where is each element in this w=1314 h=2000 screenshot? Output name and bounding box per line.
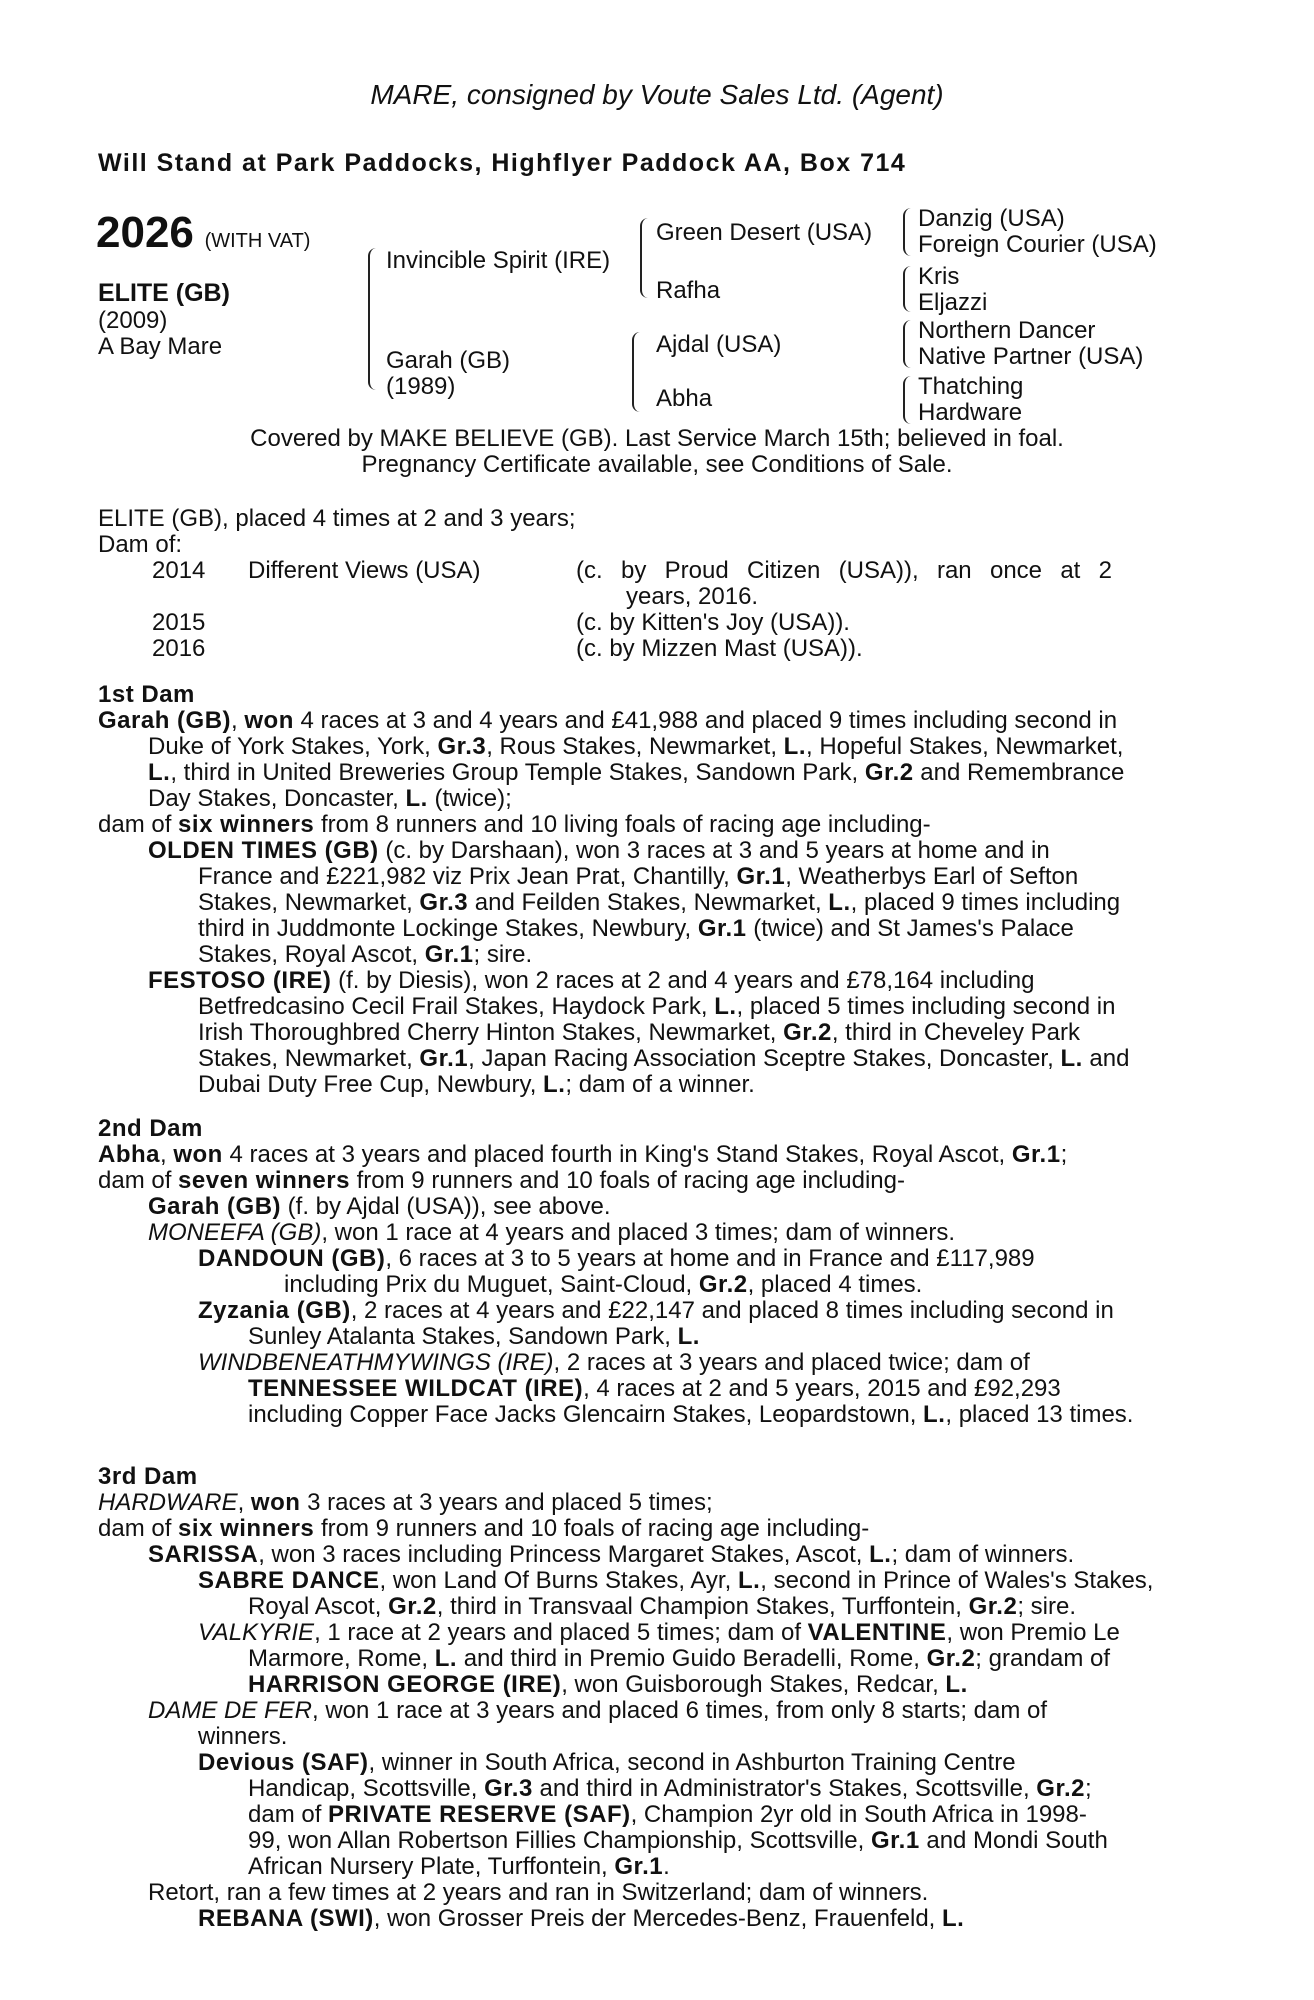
text-line [198, 1046, 1208, 1072]
text-span: L. [1060, 1045, 1083, 1072]
second-dam-name: Abha [98, 1141, 160, 1168]
pedigree-dss: Northern Dancer [918, 317, 1096, 344]
text-line: HARDWARE, won 3 races at 3 years and placed 5 times; [98, 1489, 713, 1516]
text-span: L. [942, 1905, 965, 1932]
text-span: , Hopeful Stakes, Newmarket, [805, 733, 1124, 760]
text-line [198, 1776, 1208, 1880]
pedigree-brace-ds [903, 320, 915, 368]
text-span: third in Juddmonte Lockinge Stakes, Newbury, [198, 915, 698, 942]
vat-note: (WITH VAT) [204, 230, 311, 252]
pedigree-dam-dam: Abha [656, 385, 713, 412]
text-span: , third in United Breweries Group Temple Stakes, Sandown Park, [170, 759, 865, 786]
text-span: , placed 4 times. [747, 1271, 923, 1298]
text-span: ; sire. [473, 941, 533, 968]
text-line [248, 1854, 1208, 1880]
text-span: , Weatherbys Earl of Sefton [785, 863, 1079, 890]
text-span: , 4 races at 2 and 5 years, 2015 and £92,293 [583, 1375, 1061, 1402]
text-span: L. [923, 1401, 946, 1428]
pedigree-ssd: Foreign Courier (USA) [918, 231, 1157, 258]
text-span: Gr.2 [1036, 1775, 1085, 1802]
text-span: dam of [98, 1167, 179, 1194]
text-span: from 9 runners and 10 foals of racing age including- [314, 1515, 870, 1542]
text-line [98, 734, 1208, 812]
text-span: , Rous Stakes, Newmarket, [486, 733, 784, 760]
text-line [148, 1906, 1208, 1932]
text-span: (c. by Darshaan), won 3 races at 3 and 5 years at home and in [378, 837, 1050, 864]
text-span: , placed 5 times including second in [736, 993, 1116, 1020]
text-span: L. [714, 993, 737, 1020]
second-dam-section [98, 1116, 1208, 1428]
text-line [248, 1402, 1208, 1428]
text-span: L. [434, 1645, 458, 1672]
third-dam-section [98, 1464, 1208, 1932]
text-span: dam of [98, 1515, 179, 1542]
text-span: and third in Administrator's Stakes, Scottsville, [532, 1775, 1037, 1802]
text-span: L. [543, 1071, 566, 1098]
pedigree-brace-dd [903, 376, 915, 424]
horse-description: A Bay Mare [98, 333, 223, 360]
text-line: Abha, won 4 races at 3 years and placed fourth in King's Stand Stakes, Royal Ascot, Gr.1; [98, 1141, 1068, 1168]
text-line [198, 890, 1208, 916]
text-line [98, 1542, 1208, 1932]
produce-note: (c. by Mizzen Mast (USA)). [576, 635, 863, 662]
olden-times-entry [98, 838, 1208, 968]
text-span: won [173, 1141, 223, 1168]
text-span: , won 1 race at 4 years and placed 3 times; dam of winners. [321, 1219, 955, 1246]
text-line [198, 1568, 1208, 1594]
text-line [198, 1376, 1208, 1428]
text-span: , Japan Racing Association Sceptre Stakes, Doncaster, [468, 1045, 1061, 1072]
text-span: Gr.1 [870, 1827, 920, 1854]
text-span: Gr.2 [864, 759, 914, 786]
text-span: dam of [98, 811, 179, 838]
text-span: (f. by Ajdal (USA)), see above. [281, 1193, 611, 1220]
text-line [198, 1272, 1208, 1298]
text-span: L. [828, 889, 851, 916]
text-span: including Prix du Muguet, Saint-Cloud, [284, 1271, 699, 1298]
text-span: , won 1 race at 3 years and placed 6 times, from only 8 starts; dam of [312, 1697, 1048, 1724]
first-dam-produce-summary [98, 812, 1208, 838]
text-line [148, 1246, 1208, 1428]
text-span: ; dam of a winner. [565, 1071, 755, 1098]
text-span: (twice) and St James's Palace [746, 915, 1074, 942]
produce-name: Different Views (USA) [248, 557, 481, 584]
festoso-entry [98, 968, 1208, 1098]
text-span: L. [148, 759, 171, 786]
text-line [148, 838, 1208, 864]
text-line: Garah (GB), won 4 races at 3 and 4 years and £41,988 and placed 9 times including second in [98, 707, 1118, 734]
pedigree-brace-main [368, 248, 380, 390]
text-span: and Mondi South [919, 1827, 1108, 1854]
text-line [248, 1776, 1208, 1802]
text-span: , won 3 races including Princess Margaret Stakes, Ascot, [258, 1541, 870, 1568]
text-span: Gr.3 [437, 733, 487, 760]
text-span: Gr.1 [424, 941, 474, 968]
text-span: Stakes, Newmarket, [198, 1045, 420, 1072]
text-span: ; [1084, 1775, 1092, 1802]
text-span: 4 races at 3 years and placed fourth in King's Stand Stakes, Royal Ascot, [222, 1141, 1012, 1168]
festoso-name: FESTOSO (IRE) [148, 967, 332, 994]
windbeneathmywings-name: WINDBENEATHMYWINGS (IRE) [198, 1349, 554, 1376]
sarissa-name: SARISSA [148, 1541, 259, 1568]
text-span: seven winners [178, 1167, 350, 1194]
text-span: , 6 races at 3 to 5 years at home and in France and £117,989 [385, 1245, 1035, 1272]
text-span: (f. by Diesis), won 2 races at 2 and 4 years and £78,164 including [331, 967, 1035, 994]
text-span: Marmore, Rome, [248, 1645, 435, 1672]
text-span: ; [1060, 1141, 1068, 1168]
lot-block [96, 210, 310, 256]
pedigree-ddd: Hardware [918, 399, 1023, 426]
text-span: winners. [198, 1723, 288, 1750]
dame-de-fer-name: DAME DE FER [148, 1697, 313, 1724]
pedigree-brace-ss [903, 208, 915, 256]
tennessee-wildcat-name: TENNESSEE WILDCAT (IRE) [248, 1375, 584, 1402]
text-line [148, 1220, 1208, 1246]
text-line [98, 1516, 1208, 1542]
pedigree-sire-sire: Green Desert (USA) [656, 219, 873, 246]
zyzania-name: Zyzania (GB) [198, 1297, 351, 1324]
produce-year: 2016 [152, 635, 206, 662]
first-dam-heading: 1st Dam [98, 681, 195, 708]
text-line [98, 1194, 1208, 1428]
text-span: L. [945, 1671, 968, 1698]
text-span: , won Guisborough Stakes, Redcar, [561, 1671, 946, 1698]
text-span: Day Stakes, Doncaster, [148, 785, 406, 812]
text-span: Betfredcasino Cecil Frail Stakes, Haydock Park, [198, 993, 715, 1020]
pedigree-brace-sd [903, 266, 915, 312]
text-line [198, 1350, 1208, 1376]
text-line [198, 1620, 1208, 1646]
text-span: Royal Ascot, [248, 1593, 389, 1620]
text-span: France and £221,982 viz Prix Jean Prat, Chantilly, [198, 863, 737, 890]
text-span: Gr.1 [736, 863, 786, 890]
text-span: , won Grosser Preis der Mercedes-Benz, Frauenfeld, [373, 1905, 942, 1932]
text-span: , winner in South Africa, second in Ashburton Training Centre [368, 1749, 1016, 1776]
stand-location: Will Stand at Park Paddocks, Highflyer Paddock AA, Box 714 [98, 149, 907, 177]
pedigree-brace-dam [632, 332, 644, 412]
text-span: and Feilden Stakes, Newmarket, [468, 889, 829, 916]
text-span: six winners [178, 811, 315, 838]
moneefa-name: MONEEFA (GB) [148, 1219, 322, 1246]
harrison-george-name: HARRISON GEORGE (IRE) [248, 1671, 562, 1698]
first-dam-section [98, 682, 1208, 1098]
text-line [148, 1698, 1208, 1724]
valkyrie-name: VALKYRIE [198, 1619, 315, 1646]
pedigree-dsd: Native Partner (USA) [918, 343, 1144, 370]
won-label: won [244, 707, 294, 734]
text-span: African Nursery Plate, Turffontein, [248, 1853, 615, 1880]
text-line [198, 864, 1208, 890]
text-span: L. [405, 785, 428, 812]
text-span: , 2 races at 4 years and £22,147 and placed 8 times including second in [350, 1297, 1114, 1324]
text-line [148, 968, 1208, 994]
text-line [198, 994, 1208, 1020]
pedigree-sdd: Eljazzi [918, 289, 988, 316]
text-line [148, 1750, 1208, 1880]
text-span: Gr.2 [783, 1019, 832, 1046]
third-dam-name: HARDWARE [98, 1489, 238, 1516]
text-span: Gr.3 [419, 889, 469, 916]
text-span: ; dam of winners. [891, 1541, 1075, 1568]
pedigree-brace-sire [640, 218, 652, 298]
text-span: Gr.2 [926, 1645, 976, 1672]
text-span: 99, won Allan Robertson Fillies Championship, Scottsville, [248, 1827, 871, 1854]
text-line [148, 760, 1208, 786]
text-line [148, 864, 1208, 968]
text-span: dam of [248, 1801, 329, 1828]
text-span: VALENTINE [807, 1619, 947, 1646]
text-line [198, 1750, 1208, 1776]
pedigree-sire: Invincible Spirit (IRE) [386, 247, 611, 274]
text-line [198, 1072, 1208, 1098]
text-span: ; sire. [1017, 1593, 1076, 1620]
text-span: Dubai Duty Free Cup, Newbury, [198, 1071, 544, 1098]
produce-list [98, 558, 1208, 662]
text-line [148, 1568, 1208, 1698]
third-dam-heading: 3rd Dam [98, 1463, 198, 1490]
second-dam-heading: 2nd Dam [98, 1115, 203, 1142]
produce-note: (c. by Proud Citizen (USA)), ran once at 2 [576, 557, 1112, 584]
record-dam-of: Dam of: [98, 531, 183, 558]
text-span: , placed 13 times. [945, 1401, 1134, 1428]
first-dam-name: Garah (GB) [98, 707, 232, 734]
text-span: , third in Cheveley Park [831, 1019, 1080, 1046]
horse-name: ELITE (GB) [98, 279, 230, 307]
devious-name: Devious (SAF) [198, 1749, 369, 1776]
text-span: Stakes, Royal Ascot, [198, 941, 425, 968]
text-span: L. [677, 1323, 700, 1350]
text-span: Gr.1 [1011, 1141, 1061, 1168]
lot-number: 2026 [96, 208, 194, 257]
produce-note: (c. by Kitten's Joy (USA)). [576, 609, 850, 636]
text-span: Gr.1 [419, 1045, 469, 1072]
text-span: Sunley Atalanta Stakes, Sandown Park, [248, 1323, 678, 1350]
text-span: , second in Prince of Wales's Stakes, [760, 1567, 1154, 1594]
text-line [198, 1672, 1208, 1698]
pedigree-dam-year: (1989) [386, 373, 456, 400]
text-span: L. [869, 1541, 892, 1568]
pregnancy-note: Pregnancy Certificate available, see Conditions of Sale. [361, 451, 953, 478]
race-record [98, 506, 1208, 662]
covered-note: Covered by MAKE BELIEVE (GB). Last Service March 15th; believed in foal. [250, 425, 1064, 452]
text-span: and Remembrance [913, 759, 1125, 786]
text-span: Stakes, Newmarket, [198, 889, 420, 916]
text-span: Gr.1 [614, 1853, 664, 1880]
text-span: Gr.2 [968, 1593, 1018, 1620]
text-span: ; grandam of [975, 1645, 1111, 1672]
text-span: , won Land Of Burns Stakes, Ayr, [379, 1567, 738, 1594]
olden-times-name: OLDEN TIMES (GB) [148, 837, 379, 864]
text-span: Gr.2 [388, 1593, 437, 1620]
rebana-name: REBANA (SWI) [198, 1905, 374, 1932]
text-line [198, 942, 1208, 968]
text-span: including Copper Face Jacks Glencairn Stakes, Leopardstown, [248, 1401, 924, 1428]
text-line [148, 734, 1208, 760]
text-span: (twice); [427, 785, 512, 812]
text-span: . [663, 1853, 670, 1880]
sabre-dance-name: SABRE DANCE [198, 1567, 380, 1594]
text-span: Duke of York Stakes, York, [148, 733, 438, 760]
pedigree-sire-dam: Rafha [656, 277, 721, 304]
pedigree-sss: Danzig (USA) [918, 205, 1065, 232]
pedigree-dds: Thatching [918, 373, 1024, 400]
private-reserve-name: PRIVATE RESERVE (SAF) [328, 1801, 631, 1828]
text-span: L. [737, 1567, 761, 1594]
text-line [198, 1298, 1208, 1324]
produce-year: 2015 [152, 609, 206, 636]
text-span: six winners [178, 1515, 315, 1542]
text-line [248, 1802, 1208, 1828]
text-span: from 8 runners and 10 living foals of racing age including- [314, 811, 931, 838]
text-line [148, 1194, 1208, 1220]
text-span: won [250, 1489, 301, 1516]
text-span: Gr.1 [697, 915, 747, 942]
consignor-title: MARE, consigned by Voute Sales Ltd. (Agent) [370, 79, 944, 110]
text-line [98, 1168, 1208, 1194]
retort-line: Retort, ran a few times at 2 years and ran in Switzerland; dam of winners. [148, 1879, 929, 1906]
garah-name: Garah (GB) [148, 1193, 282, 1220]
text-span: Gr.3 [484, 1775, 533, 1802]
produce-year: 2014 [152, 557, 206, 584]
first-dam-text: 4 races at 3 and 4 years and £41,988 and placed 9 times including second in [293, 707, 1118, 734]
produce-note-cont: years, 2016. [626, 583, 759, 610]
pedigree-dam: Garah (GB) [386, 347, 511, 374]
text-span: , placed 9 times including [850, 889, 1121, 916]
text-span: Irish Thoroughbred Cherry Hinton Stakes, Newmarket, [198, 1019, 784, 1046]
text-span: Handicap, Scottsville, [248, 1775, 485, 1802]
text-line [198, 1020, 1208, 1046]
pedigree-sds: Kris [918, 263, 960, 290]
horse-year: (2009) [98, 307, 168, 334]
text-line [148, 994, 1208, 1098]
text-span: 3 races at 3 years and placed 5 times; [300, 1489, 713, 1516]
text-span: from 9 runners and 10 foals of racing age including- [349, 1167, 905, 1194]
text-span: and third in Premio Guido Beradelli, Rome, [457, 1645, 927, 1672]
text-span: , Champion 2yr old in South Africa in 1998- [630, 1801, 1087, 1828]
text-line [148, 786, 1208, 812]
text-line [248, 1376, 1208, 1402]
text-span: L. [783, 733, 806, 760]
text-span: Gr.2 [698, 1271, 748, 1298]
text-span: , third in Transvaal Champion Stakes, Turffontein, [436, 1593, 969, 1620]
record-summary: ELITE (GB), placed 4 times at 2 and 3 years; [98, 505, 576, 532]
text-span: , 1 race at 2 years and placed 5 times; dam of [314, 1619, 808, 1646]
pedigree-dam-sire: Ajdal (USA) [656, 331, 782, 358]
text-line [198, 1594, 1208, 1620]
text-line [198, 1324, 1208, 1350]
text-line [248, 1828, 1208, 1854]
text-span: , 2 races at 3 years and placed twice; dam of [553, 1349, 1030, 1376]
text-line [198, 1246, 1208, 1272]
text-span: and [1082, 1045, 1130, 1072]
text-line [198, 916, 1208, 942]
text-line [198, 1646, 1208, 1672]
text-line [148, 1542, 1208, 1568]
text-span: , won Premio Le [946, 1619, 1120, 1646]
dandoun-name: DANDOUN (GB) [198, 1245, 386, 1272]
